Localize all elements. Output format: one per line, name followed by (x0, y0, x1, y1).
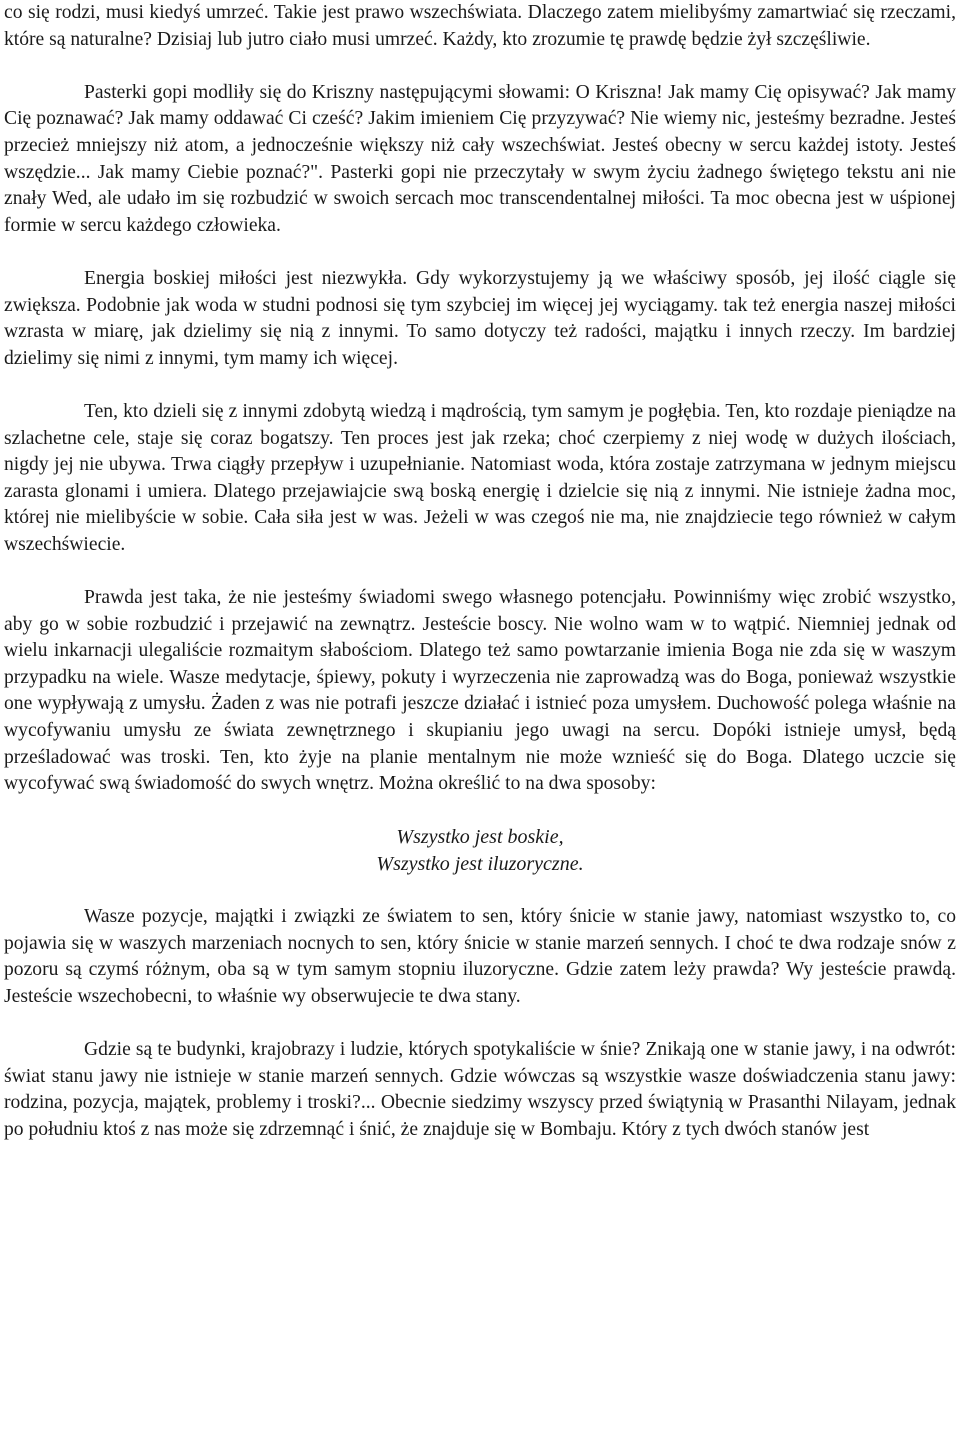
paragraph-gap (4, 1011, 956, 1038)
paragraph-gap (4, 239, 956, 266)
quote-line-2: Wszystko jest iluzoryczne. (376, 853, 584, 875)
paragraph-4: Ten, kto dzieli się z innymi zdobytą wiedzą i mądrością, tym samym je pogłębia. Ten, kto rozdaje pieniądze na szlachetne cele, staje się coraz bogatszy. Ten proces jest jak rzeka; choć czerpiemy z niej wodę w dużych ilościach, nigdy jej nie ubywa. Trwa ciągły przepływ i uzupełnianie. Natomiast woda, która zostaje zatrzymana w jednym miejscu zarasta glonami i umiera. Dlatego przejawiajcie swą boską energię i dzielcie się nią z innymi. Nie istnieje żadna moc, której nie mielibyście w sobie. Cała siła jest w was. Jeżeli w was czegoś nie ma, nie znajdziecie tego również w całym wszechświecie. (4, 400, 956, 555)
paragraph-1: co się rodzi, musi kiedyś umrzeć. Takie jest prawo wszechświata. Dlaczego zatem mielibyśmy zamartwiać się rzeczami, które są naturalne? Dzisiaj lub jutro ciało musi umrzeć. Każdy, kto zrozumie tę prawdę będzie żył szczęśliwie. (4, 2, 956, 50)
paragraph-gap (4, 372, 956, 399)
paragraph-3: Energia boskiej miłości jest niezwykła. Gdy wykorzystujemy ją we właściwy sposób, jej ilość ciągle się zwiększa. Podobnie jak woda w studni podnosi się tym szybciej im więcej jej wyciągamy. tak też energia naszej miłości wzrasta w miarę, jak dzielimy się nią z innymi. To samo dotyczy też radości, majątku i innych rzeczy. Im bardziej dzielimy się nimi z innymi, tym mamy ich więcej. (4, 267, 956, 369)
paragraph-5: Prawda jest taka, że nie jesteśmy świadomi swego własnego potencjału. Powinniśmy więc zrobić wszystko, aby go w sobie rozbudzić i przejawić na zewnątrz. Jesteście boscy. Nie wolno wam w to wątpić. Niemniej jednak od wielu inkarnacji ulegaliście rozmaitym słabościom. Dlatego też samo powtarzanie imienia Boga nie zda się w waszym przypadku na wiele. Wasze medytacje, śpiewy, pokuty i wyrzeczenia nie zaprowadzą was do Boga, ponieważ wszystkie one wypływają z umysłu. Żaden z was nie potrafi jeszcze działać i istnieć poza umysłem. Duchowość polega właśnie na wycofywaniu umysłu ze świata zewnętrznego i skupianiu jego uwagi na sercu. Dopóki istnieje umysł, będą prześladować was troski. Ten, kto żyje na planie mentalnym nie może wznieść się do Boga. Dlatego uczcie się wycofywać swą świadomość do swych wnętrz. Można określić to na dwa sposoby: (4, 587, 956, 795)
paragraph-gap (4, 878, 956, 905)
paragraph-gap (4, 558, 956, 585)
paragraph-gap (4, 798, 956, 825)
paragraph-2: Pasterki gopi modliły się do Kriszny następującymi słowami: O Krisznа! Jak mamy Cię opisywać? Jak mamy Cię poznawać? Jak mamy oddawać Ci cześć? Jakim imieniem Cię przyzywać? Nie wiemy nic, jesteśmy bezradne. Jesteś przecież mniejszy niż atom, a jednocześnie większy niż cały wszechświat. Jesteś obecny w sercu każdej istoty. Jesteś wszędzie... Jak mamy Ciebie poznać?". Pasterki gopi nie przeczytały w swym życiu żadnego świętego tekstu ani nie znały Wed, ale udało im się rozbudzić w swoich sercach moc transcendentalnej miłości. Ta moc obecna jest w uśpionej formie w sercu każdego człowieka. (4, 81, 956, 236)
paragraph-7: Gdzie są te budynki, krajobrazy i ludzie, których spotykaliście w śnie? Znikają one w stanie jawy, i na odwrót: świat stanu jawy nie istnieje w stanie marzeń sennych. Gdzie wówczas są wszystkie wasze doświadczenia stanu jawy: rodzina, pozycja, majątek, problemy i troski?... Obecnie siedzimy wszyscy przed świątynią w Prasanthi Nilayam, jednak po południu ktoś z nas może się zdrzemnąć i śnić, że znajduje się w Bombaju. Który z tych dwóch stanów jest (4, 1039, 956, 1140)
quote-block (4, 824, 956, 877)
paragraph-6: Wasze pozycje, majątki i związki ze światem to sen, który śnicie w stanie jawy, natomiast wszystko to, co pojawia się w waszych marzeniach nocnych to sen, który śnicie w stanie marzeń sennych. I choć te dwa rodzaje snów z pozoru są czymś różnym, oba są w tym samym stopniu iluzoryczne. Gdzie zatem leży prawda? Wy jesteście prawdą. Jesteście wszechobecni, to właśnie wy obserwujecie te dwa stany. (4, 906, 956, 1007)
document-page (4, 0, 956, 1144)
paragraph-gap (4, 53, 956, 80)
quote-line-1: Wszystko jest boskie, (396, 826, 564, 849)
